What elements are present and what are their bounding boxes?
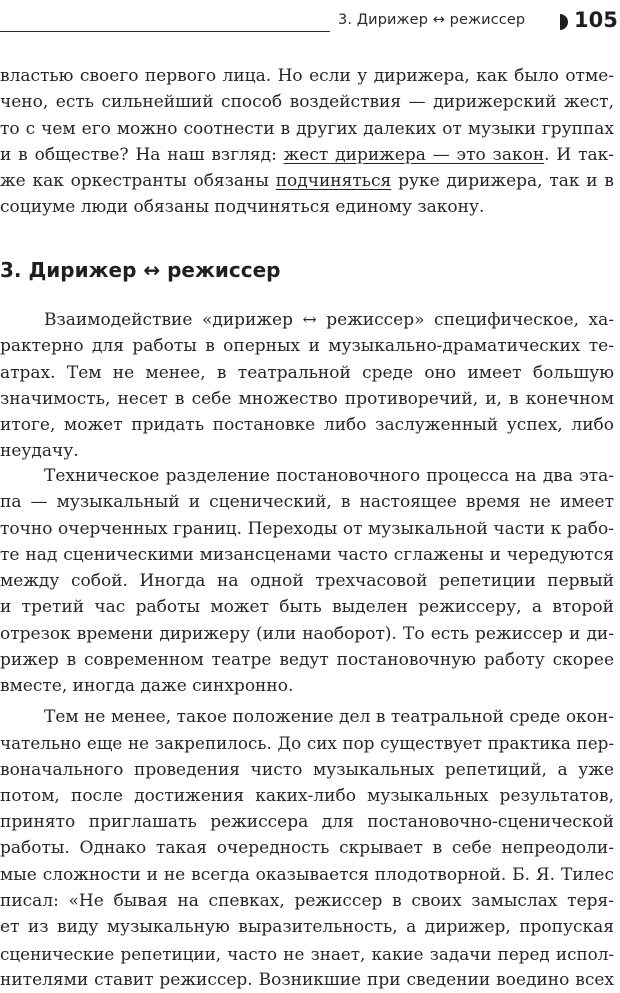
page-number: 105 <box>574 8 618 32</box>
text-line: па — музыкальный и сценический, в настоящее время не имеет <box>0 492 614 513</box>
text-line: социуме люди обязаны подчиняться единому закону. <box>0 197 485 218</box>
text-line: мые сложности и не всегда оказывается плодотворной. Б. Я. Тилес <box>0 864 614 885</box>
text-line: Техническое разделение постановочного процесса на два эта- <box>44 466 614 486</box>
text-run: . И так- <box>544 144 614 165</box>
page-marker-icon <box>560 14 568 30</box>
text-line: Тем не менее, такое положение дел в театральной среде окон- <box>44 707 614 727</box>
paragraph-3 <box>0 704 614 993</box>
text-line: точно очерченных границ. Переходы от музыкальной части к рабо- <box>0 518 614 539</box>
paragraph-2 <box>0 463 614 700</box>
text-line: работы. Однако такая очередность скрывает в себе непреодоли- <box>0 838 614 859</box>
text-line: ет из виду музыкальную выразительность, а дирижер, пропуская <box>0 917 614 938</box>
text-line: то с чем его можно соотнести в других далеких от музыки группах <box>0 118 614 139</box>
text-line: писал: «Не бывая на спевках, режиссер в своих замыслах теря- <box>0 891 614 912</box>
text-line: воначального проведения чисто музыкальных репетиций, а уже <box>0 759 614 780</box>
text-line: сценические репетиции, часто не знает, какие задачи перед испол- <box>0 943 614 964</box>
text-run: и в обществе? На наш взгляд: <box>0 144 284 165</box>
text-line <box>0 168 614 194</box>
running-header <box>0 6 620 38</box>
text-line: итоге, может придать постановке либо заслуженный успех, либо <box>0 415 614 436</box>
header-chapter-title: 3. Дирижер ↔ режиссер <box>338 12 526 28</box>
text-line: чательно еще не закрепилось. До сих пор существует практика пер- <box>0 733 614 754</box>
section-heading: 3. Дирижер ↔ режиссер <box>0 258 281 282</box>
underlined-word: подчиняться <box>275 171 392 192</box>
text-line: между собой. Иногда на одной трехчасовой репетиции первый <box>0 571 614 592</box>
text-line: нителями ставит режиссер. Возникшие при сведении воедино всех <box>0 969 614 990</box>
text-line: властью своего первого лица. Но если у дирижера, как было отме- <box>0 66 614 86</box>
text-line: и третий час работы может быть выделен режиссеру, а второй <box>0 597 614 618</box>
text-line: потом, после достижения каких-либо музыкальных результатов, <box>0 785 614 806</box>
text-line: значимость, несет в себе множество противоречий, и, в конечном <box>0 388 614 409</box>
text-line: атрах. Тем не менее, в театральной среде оно имеет большую <box>0 362 614 383</box>
text-line: принято приглашать режиссера для постановочно-сценической <box>0 812 614 833</box>
underlined-phrase: жест дирижера — это закон <box>283 144 545 165</box>
text-line <box>0 142 614 168</box>
text-line: чено, есть сильнейший способ воздействия — дирижерский жест, <box>0 92 614 113</box>
intro-paragraph <box>0 63 614 221</box>
text-line: Взаимодействие «дирижер ↔ режиссер» специфическое, ха- <box>44 310 614 330</box>
paragraph-1 <box>0 307 614 465</box>
text-line: неудачу. <box>0 441 79 462</box>
text-line: рижер в современном театре ведут постановочную работу скорее <box>0 650 614 671</box>
text-line: вместе, иногда даже синхронно. <box>0 676 294 697</box>
text-line: те над сценическими мизансценами часто сглажены и чередуются <box>0 544 614 565</box>
text-run: же как оркестранты обязаны <box>0 171 276 192</box>
text-run: руке дирижера, так и в <box>391 171 614 192</box>
text-line: рактерно для работы в оперных и музыкально-драматических те- <box>0 336 614 357</box>
header-rule <box>0 31 330 32</box>
text-line: отрезок времени дирижеру (или наоборот). То есть режиссер и ди- <box>0 623 614 644</box>
